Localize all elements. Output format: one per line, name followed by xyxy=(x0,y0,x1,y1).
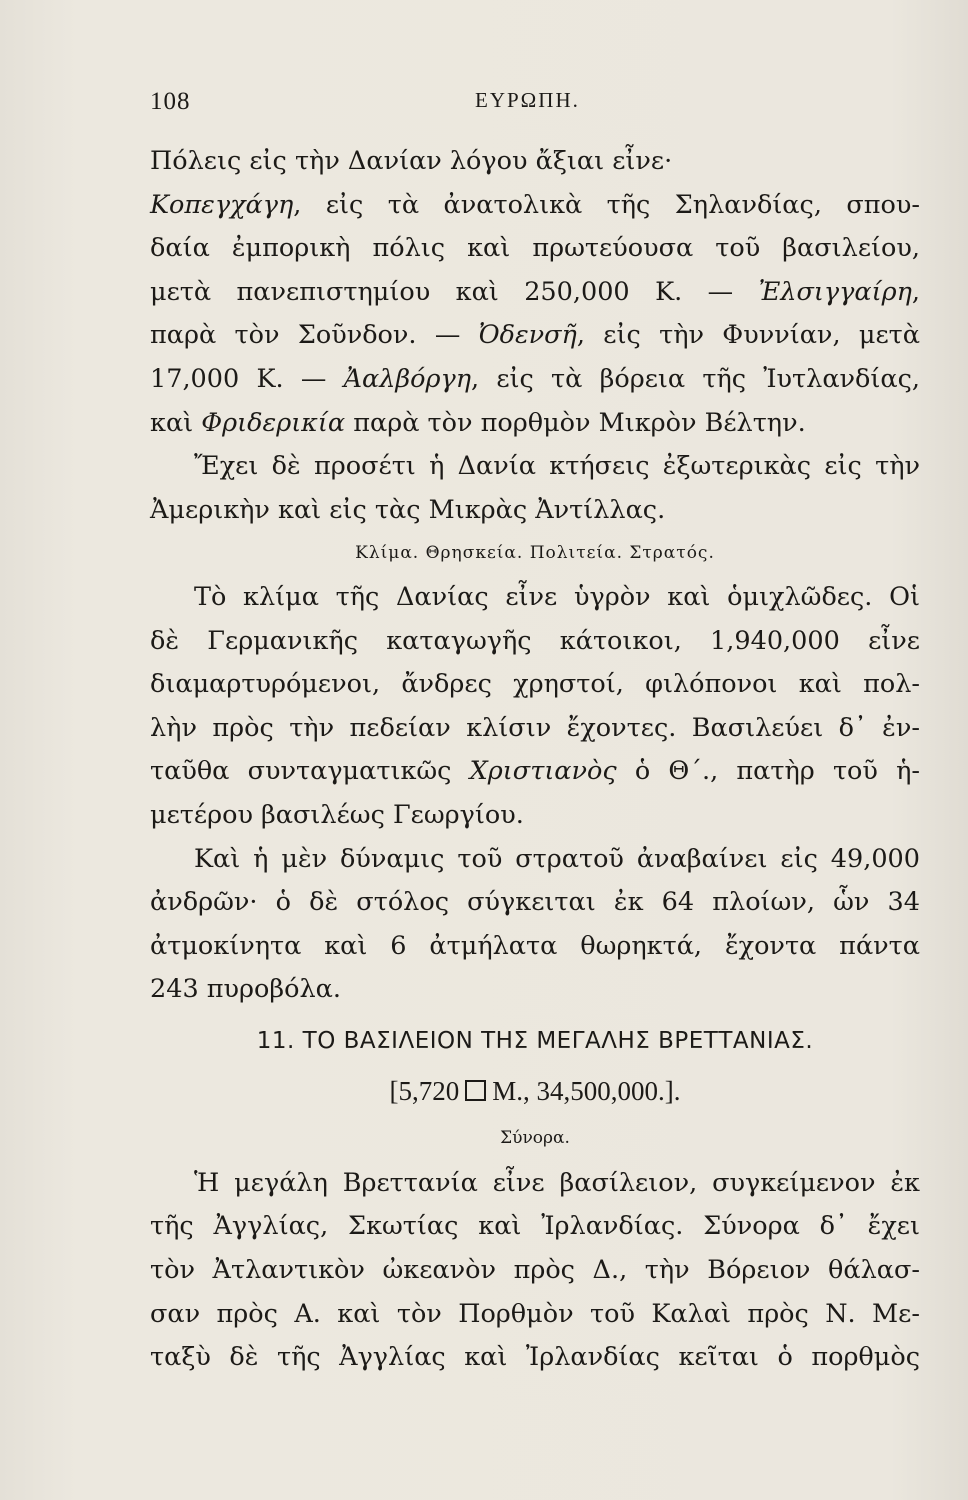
text-line xyxy=(150,1205,920,1249)
subheading-borders: Σύνορα. xyxy=(500,1127,570,1148)
text-segment: Ἐλσιγγαίρη xyxy=(758,276,912,307)
text-line xyxy=(150,140,920,184)
text-line xyxy=(150,402,920,446)
text-line xyxy=(150,358,920,402)
text-line xyxy=(150,663,920,707)
text-line xyxy=(150,750,920,794)
text-segment: καὶ xyxy=(150,407,202,438)
text-line xyxy=(150,227,920,271)
text-segment: διαμαρτυρόμενοι, ἄνδρες χρηστοί, φιλόπονοι καὶ πολ- xyxy=(150,669,920,700)
text-line xyxy=(150,314,920,358)
text-line xyxy=(150,445,920,489)
text-segment: Φριδερικία xyxy=(201,407,346,438)
text-line xyxy=(150,794,920,838)
body-text xyxy=(150,140,920,1380)
text-segment: μετὰ πανεπιστημίου καὶ 250,000 Κ. — xyxy=(150,276,759,307)
text-line xyxy=(150,925,920,969)
text-line xyxy=(150,620,920,664)
text-segment: Καὶ ἡ μὲν δύναμις τοῦ στρατοῦ ἀναβαίνει εἰς 49,000 xyxy=(194,843,920,874)
text-line xyxy=(150,1249,920,1293)
text-segment: Τὸ κλίμα τῆς Δανίας εἶνε ὑγρὸν καὶ ὁμιχλῶδες. Οἱ xyxy=(194,581,920,612)
text-segment: ἀτμοκίνητα καὶ 6 ἀτμήλατα θωρηκτά, ἔχοντα πάντα xyxy=(150,930,920,961)
text-segment: Ἀαλβόργη xyxy=(343,363,471,394)
text-segment: 243 πυροβόλα. xyxy=(150,974,341,1005)
text-segment: Ἡ μεγάλη Βρεττανία εἶνε βασίλειον, συγκείμενον ἐκ xyxy=(194,1167,920,1198)
text-segment: λὴν πρὸς τὴν πεδείαν κλίσιν ἔχοντες. Βασιλεύει δ᾽ ἐν- xyxy=(150,712,920,743)
text-line xyxy=(150,271,920,315)
text-line xyxy=(150,1293,920,1337)
text-segment: ἀνδρῶν· ὁ δὲ στόλος σύγκειται ἐκ 64 πλοίων, ὧν 34 xyxy=(150,887,920,918)
text-segment: δὲ Γερμανικῆς καταγωγῆς κάτοικοι, 1,940,000 εἶνε xyxy=(150,625,920,656)
subheading-climate: Κλίμα. Θρησκεία. Πολιτεία. Στρατός. xyxy=(355,543,715,564)
square-symbol-icon xyxy=(465,1080,486,1101)
text-segment: ταξὺ δὲ τῆς Ἀγγλίας καὶ Ἰρλανδίας κεῖται ὁ πορθμὸς xyxy=(150,1342,920,1373)
text-line xyxy=(150,576,920,620)
text-segment: παρὰ τὸν Σοῦνδον. — xyxy=(150,320,479,351)
text-line xyxy=(150,1162,920,1206)
text-line xyxy=(150,1336,920,1380)
text-segment: Πόλεις εἰς τὴν Δανίαν λόγου ἄξιαι εἶνε· xyxy=(150,146,673,176)
text-line xyxy=(150,838,920,882)
text-segment: , εἰς τὴν Φυννίαν, μετὰ xyxy=(576,320,920,351)
section-title: 11. ΤΟ ΒΑΣΙΛΕΙΟΝ ΤΗΣ ΜΕΓΑΛΗΣ ΒΡΕΤΤΑΝΙΑΣ. xyxy=(256,1027,814,1054)
text-segment: μετέρου βασιλέως Γεωργίου. xyxy=(150,799,524,830)
text-line xyxy=(150,489,920,533)
text-segment: Ἔχει δὲ προσέτι ἡ Δανία κτήσεις ἐξωτερικὰς εἰς τὴν xyxy=(194,451,920,482)
text-segment: τὸν Ἀτλαντικὸν ὠκεανὸν πρὸς Δ., τὴν Βόρειον θάλασ- xyxy=(150,1255,920,1286)
running-head: ΕΥΡΩΠΗ. xyxy=(475,88,580,112)
text-segment: τῆς Ἀγγλίας, Σκωτίας καὶ Ἰρλανδίας. Σύνορα δ᾽ ἔχει xyxy=(150,1211,920,1242)
text-line xyxy=(150,707,920,751)
area-value: [5,720 xyxy=(389,1075,460,1106)
text-segment: ταῦθα συνταγματικῶς xyxy=(150,756,470,787)
text-line xyxy=(150,184,920,228)
text-segment: 17,000 Κ. — xyxy=(150,363,344,394)
text-segment: Κοπεγχάγη xyxy=(150,189,294,220)
text-segment: παρὰ τὸν πορθμὸν Μικρὸν Βέλτην. xyxy=(345,407,806,438)
text-segment: σαν πρὸς Α. καὶ τὸν Πορθμὸν τοῦ Καλαὶ πρὸς Ν. Με- xyxy=(150,1298,920,1329)
text-segment: δαία ἐμπορικὴ πόλις καὶ πρωτεύουσα τοῦ βασιλείου, xyxy=(150,233,920,264)
text-segment: Χριστιανὸς xyxy=(469,756,617,787)
text-segment: , εἰς τὰ βόρεια τῆς Ἰυτλανδίας, xyxy=(471,363,921,394)
text-segment: ὁ Θ΄., πατὴρ τοῦ ἡ- xyxy=(616,756,920,787)
page-number: 108 xyxy=(150,88,191,115)
text-segment: Ὀδενσῆ xyxy=(478,320,577,351)
paragraph-borders xyxy=(150,1162,920,1380)
paragraph-cities xyxy=(150,140,920,532)
area-population-stats xyxy=(150,1062,920,1118)
paragraph-climate xyxy=(150,576,920,1012)
text-segment: , xyxy=(911,276,920,307)
text-line xyxy=(150,881,920,925)
area-unit-population: Μ., 34,500,000.]. xyxy=(492,1075,681,1106)
text-line xyxy=(150,968,920,1012)
page-header xyxy=(150,88,920,128)
text-segment: , εἰς τὰ ἀνατολικὰ τῆς Σηλανδίας, σπου- xyxy=(293,189,920,220)
text-segment: Ἀμερικὴν καὶ εἰς τὰς Μικρὰς Ἀντίλλας. xyxy=(150,494,666,525)
